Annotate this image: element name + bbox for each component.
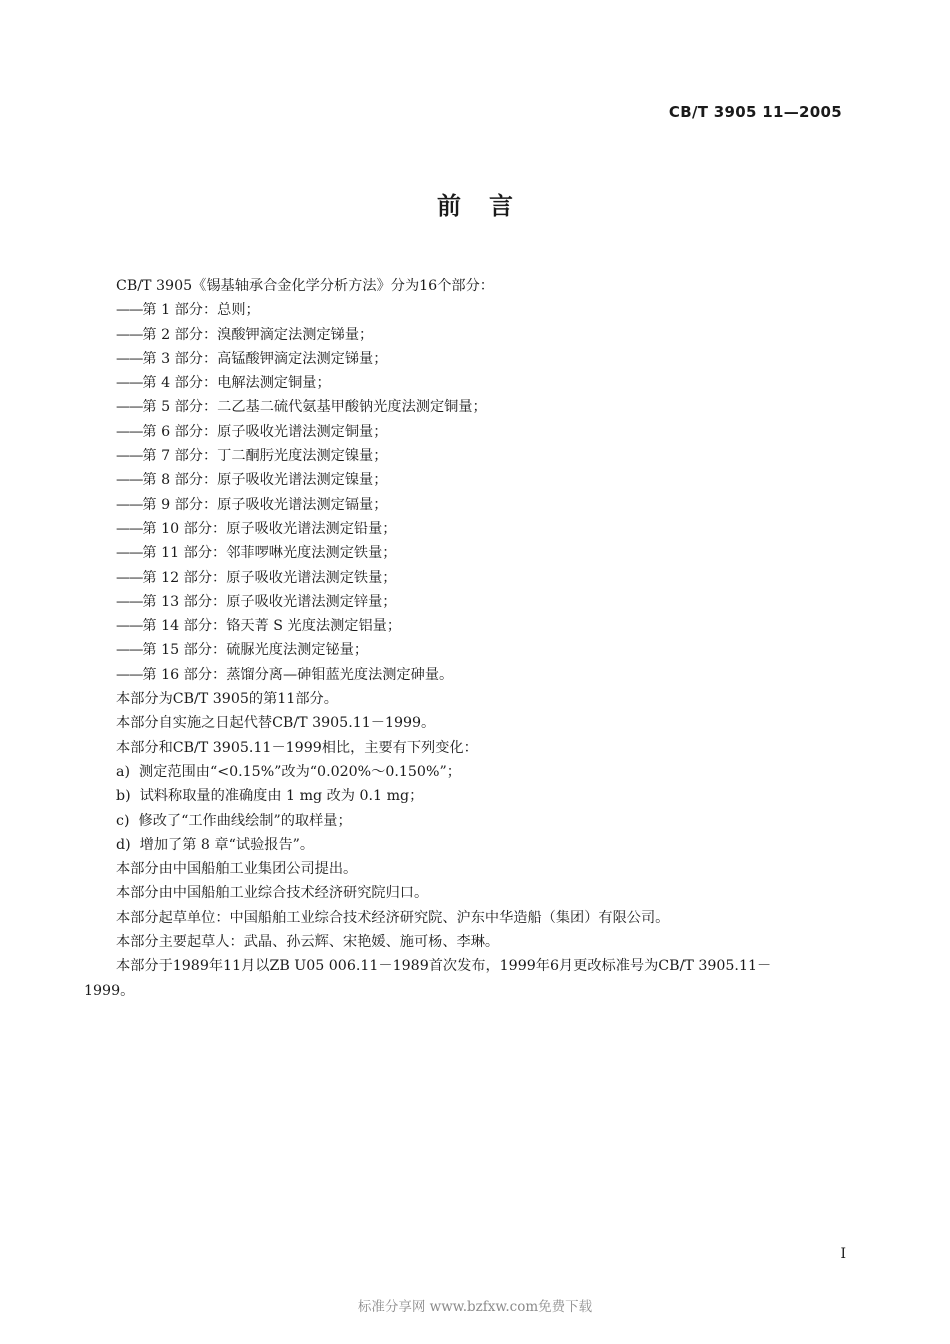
- list-item: a) 测定范围由“<0.15%”改为“0.020%～0.150%”；: [116, 763, 461, 780]
- standard-number: CB/T 3905 11—2005: [668, 103, 842, 121]
- list-item: ——第 9 部分：原子吸收光谱法测定镉量；: [116, 496, 388, 513]
- list-item: ——第 16 部分：蒸馏分离—砷钼蓝光度法测定砷量。: [116, 666, 454, 683]
- drafters: 本部分主要起草人：武晶、孙云辉、宋艳媛、施可杨、李琳。: [116, 934, 500, 951]
- intro-paragraph: CB/T 3905《锡基轴承合金化学分析方法》分为16个部分：: [116, 278, 494, 294]
- list-item: ——第 10 部分：原子吸收光谱法测定铅量；: [116, 520, 397, 537]
- list-item: ——第 8 部分：原子吸收光谱法测定镍量；: [116, 472, 388, 489]
- list-item: ——第 6 部分：原子吸收光谱法测定铜量；: [116, 423, 388, 440]
- list-item: c) 修改了“工作曲线绘制”的取样量；: [116, 812, 352, 829]
- history-line-1: 本部分于1989年11月以ZB U05 006.11－1989首次发布，1999年6月更改标准号为CB/T 3905.11－: [116, 958, 772, 975]
- list-item: ——第 13 部分：原子吸收光谱法测定锌量；: [116, 593, 397, 610]
- list-item: ——第 15 部分：硫脲光度法测定铋量；: [116, 642, 369, 659]
- list-item: b) 试料称取量的准确度由 1 mg 改为 0.1 mg；: [116, 788, 424, 805]
- list-item: ——第 11 部分：邻菲啰啉光度法测定铁量；: [116, 545, 397, 562]
- list-item: ——第 7 部分：丁二酮肟光度法测定镍量；: [116, 448, 388, 465]
- statement-replace: 本部分自实施之日起代替CB/T 3905.11－1999。: [116, 715, 436, 732]
- list-item: ——第 3 部分：高锰酸钾滴定法测定锑量；: [116, 350, 388, 367]
- managed-by: 本部分由中国船舶工业综合技术经济研究院归口。: [116, 885, 429, 902]
- drafting-units: 本部分起草单位：中国船舶工业综合技术经济研究院、沪东中华造船（集团）有限公司。: [116, 909, 670, 926]
- list-item: ——第 2 部分：溴酸钾滴定法测定锑量；: [116, 326, 374, 343]
- list-item: ——第 14 部分：铬天菁 S 光度法测定铝量；: [116, 618, 402, 635]
- statement-compare: 本部分和CB/T 3905.11－1999相比，主要有下列变化：: [116, 739, 478, 756]
- page-number: I: [840, 1246, 846, 1262]
- foreword-body: [84, 274, 859, 1003]
- list-item: ——第 5 部分：二乙基二硫代氨基甲酸钠光度法测定铜量；: [116, 399, 487, 416]
- parts-list: [84, 298, 859, 687]
- changes-list: [84, 760, 859, 857]
- list-item: ——第 1 部分：总则；: [116, 302, 260, 319]
- page-title: 前言: [437, 192, 541, 220]
- list-item: ——第 4 部分：电解法测定铜量；: [116, 375, 331, 392]
- proposed-by: 本部分由中国船舶工业集团公司提出。: [116, 861, 358, 878]
- history-line-2: 1999。: [84, 982, 135, 999]
- list-item: d) 增加了第 8 章“试验报告”。: [116, 836, 315, 853]
- list-item: ——第 12 部分：原子吸收光谱法测定铁量；: [116, 569, 397, 586]
- statement-part: 本部分为CB/T 3905的第11部分。: [116, 691, 338, 708]
- watermark-text: 标准分享网 www.bzfxw.com免费下载: [357, 1299, 593, 1315]
